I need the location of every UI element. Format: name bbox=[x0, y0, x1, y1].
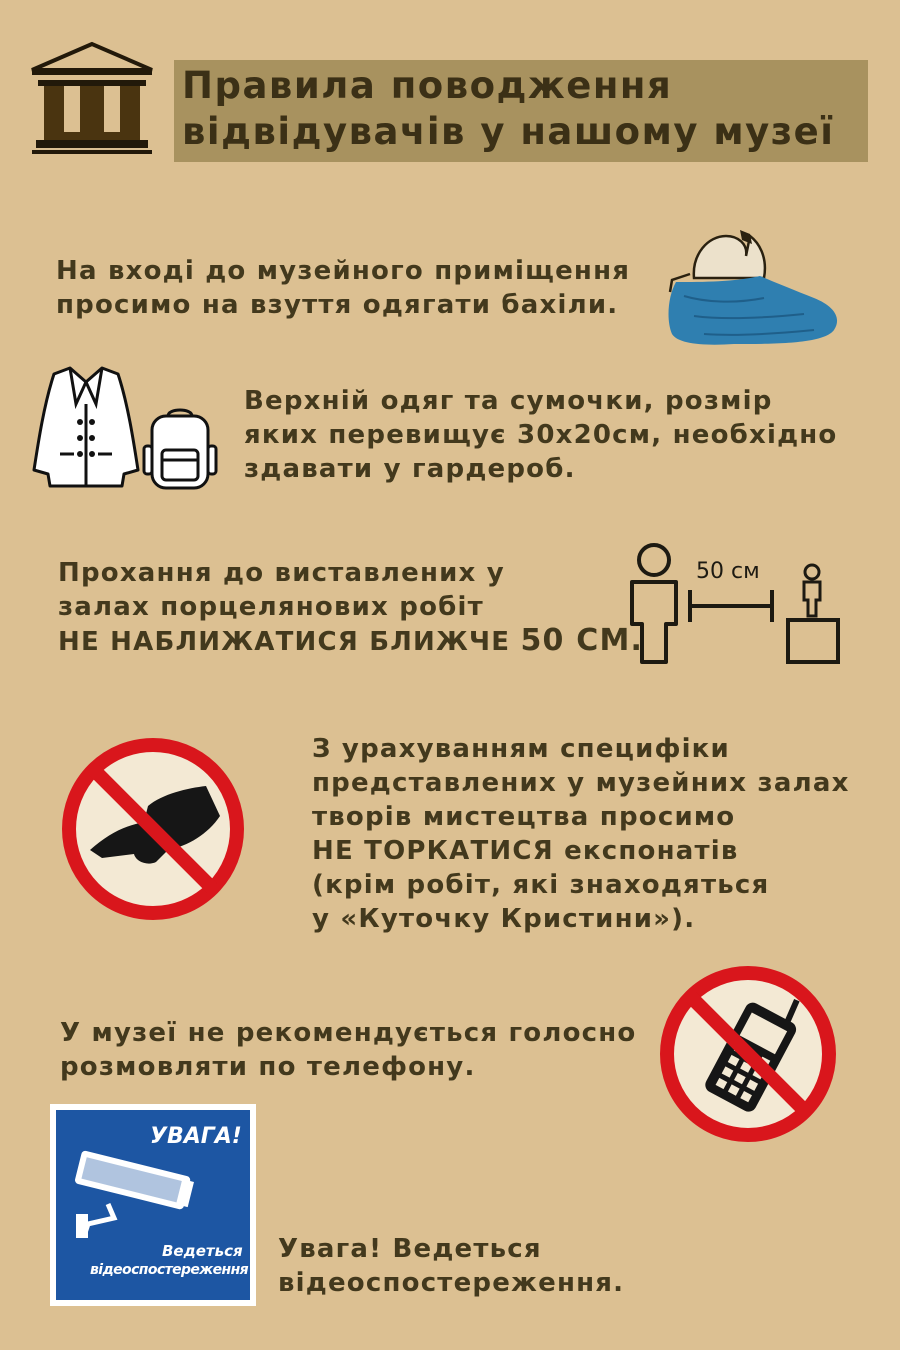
rule-distance-emphasis: НЕ НАБЛИЖАТИСЯ БЛИЖЧЕ bbox=[58, 627, 511, 657]
rule-distance-value: 50 СМ. bbox=[520, 623, 644, 658]
sign-line-2: відеоспостереження bbox=[90, 1262, 249, 1278]
rule-cloakroom-text: Верхній одяг та сумочки, розмір яких перевищує 30х20см, необхідно здавати у гардероб. bbox=[244, 386, 838, 484]
rule-video-text: Увага! Ведеться відеоспостереження. bbox=[278, 1234, 625, 1298]
no-touch-icon bbox=[58, 734, 248, 924]
video-surveillance-sign-icon bbox=[50, 1104, 256, 1306]
museum-building-icon bbox=[30, 42, 154, 158]
rule-no-touch-emphasis: НЕ ТОРКАТИСЯ bbox=[312, 836, 554, 866]
title-band bbox=[174, 60, 868, 162]
sign-title: УВАГА! bbox=[150, 1124, 242, 1149]
coat-icon bbox=[30, 364, 142, 490]
backpack-icon bbox=[140, 406, 220, 492]
shoe-cover-icon bbox=[664, 226, 844, 350]
distance-icon bbox=[624, 542, 844, 668]
sign-line-1: Ведеться bbox=[162, 1242, 243, 1260]
page-title-line-2: відвідувачів у нашому музеї bbox=[182, 110, 835, 153]
rule-no-touch-text: З урахуванням специфіки представлених у музейних залах творів мистецтва просимо НЕ ТОРКАТИСЯ експонатів (крім робіт, які знаходяться у «Куточку Кристини»). bbox=[312, 734, 850, 934]
page-title-line-1: Правила поводження bbox=[182, 64, 673, 107]
rule-distance-text: Прохання до виставлених у залах порцелянових робіт НЕ НАБЛИЖАТИСЯ БЛИЖЧЕ 50 СМ. bbox=[58, 558, 644, 658]
rule-no-phone-text: У музеї не рекомендується голосно розмовляти по телефону. bbox=[60, 1018, 637, 1082]
rule-shoe-covers-text: На вході до музейного приміщення просимо на взуття одягати бахіли. bbox=[56, 256, 631, 320]
distance-label: 50 см bbox=[696, 559, 760, 584]
no-phone-icon bbox=[656, 962, 840, 1146]
